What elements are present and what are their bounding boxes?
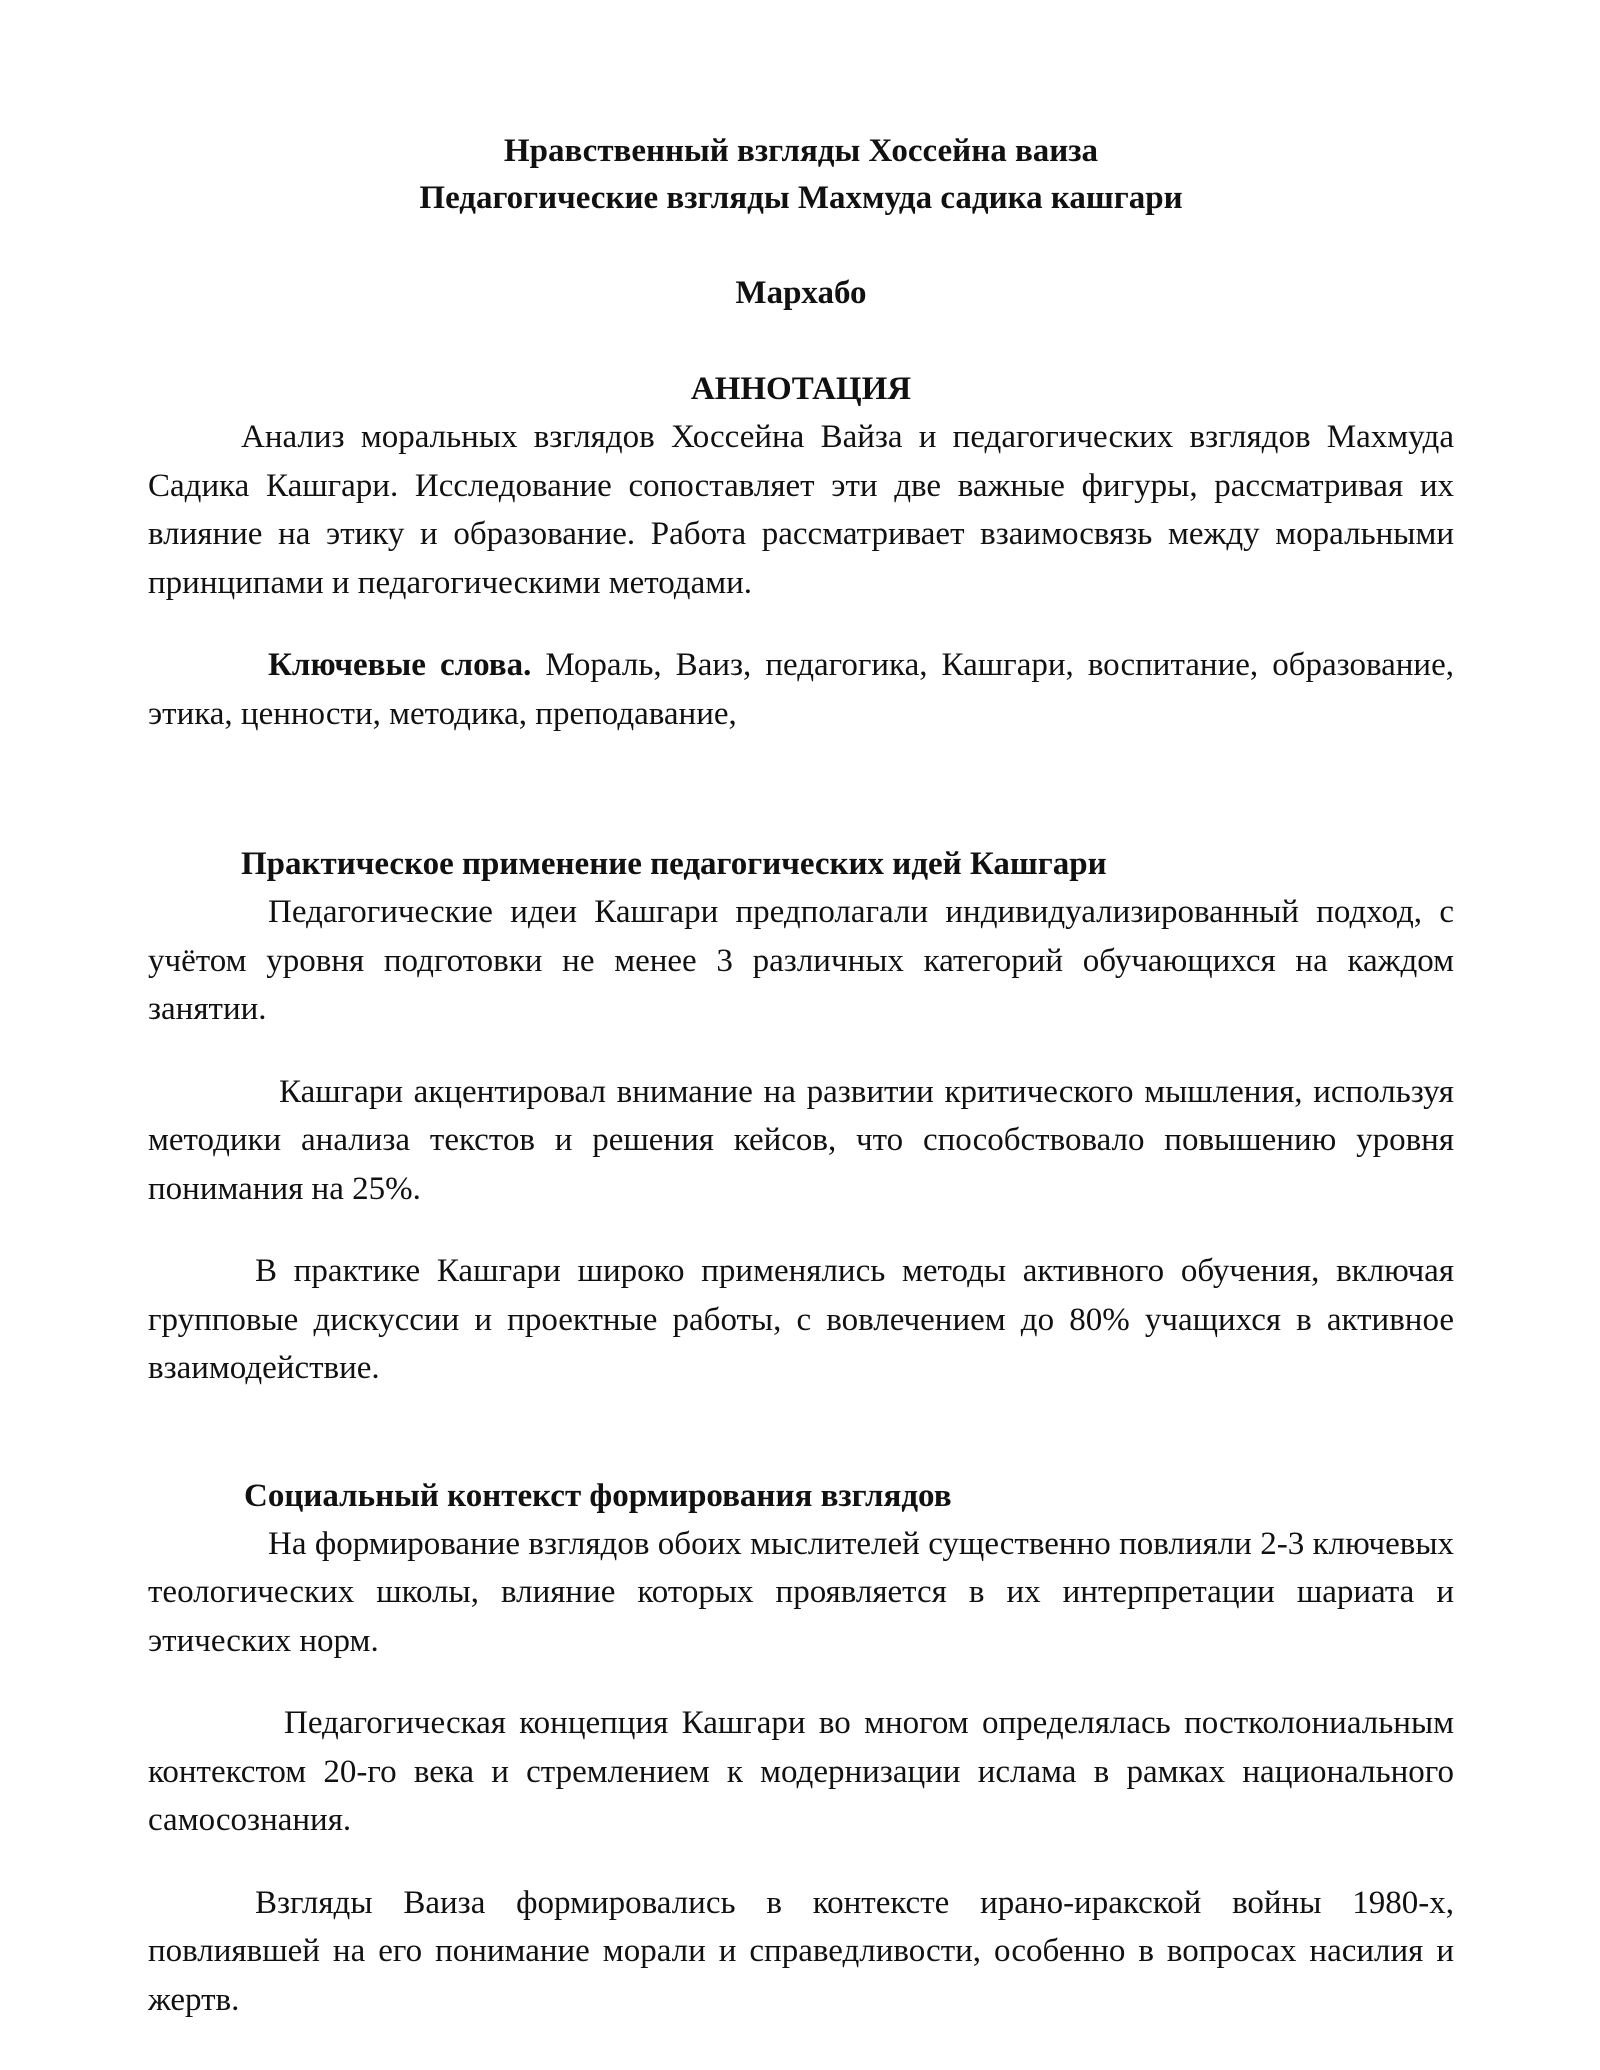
annotation-heading: АННОТАЦИЯ: [690, 371, 912, 407]
document-page: [148, 128, 1454, 2024]
keywords-list: Мораль, Ваиз, педагогика, Кашгари, воспитание, образование, этика, ценности, методика, преподавание,: [148, 647, 1454, 732]
section1-paragraph-1: Педагогические идеи Кашгари предполагали индивидуализированный подход, с учётом уровня подготовки не менее 3 различных категорий обучающихся на каждом занятии.: [148, 894, 1454, 1027]
keywords-paragraph: [148, 641, 1454, 738]
section2-paragraph-1: На формирование взглядов обоих мыслителей существенно повлияли 2-3 ключевых теологических школы, влияние которых проявляется в их интерпретации шариата и этических норм.: [148, 1525, 1454, 1659]
title-line-2: Педагогические взгляды Махмуда садика кашгари: [419, 180, 1183, 216]
keywords-label: Ключевые слова.: [268, 647, 532, 683]
section1-paragraph-2: Кашгари акцентировал внимание на развитии критического мышления, используя методики анализа текстов и решения кейсов, что способствовало повышению уровня понимания на 25%.: [148, 1073, 1454, 1207]
section-heading-practical: Практическое применение педагогических идей Кашгари: [241, 846, 1107, 882]
author-name: Мархабо: [735, 275, 867, 311]
annotation-text: Анализ моральных взглядов Хоссейна Вайза и педагогических взглядов Махмуда Садика Кашгари. Исследование сопоставляет эти две важные фигуры, рассматривая их влияние на этику и образование. Работа рассматривает взаимосвязь между моральными принципами и педагогическими методами.: [148, 419, 1454, 601]
section2-paragraph-3: Взгляды Ваиза формировались в контексте ирано-иракской войны 1980-х, повлиявшей на его понимание морали и справедливости, особенно в вопросах насилия и жертв.: [148, 1884, 1454, 2018]
section1-paragraph-3: В практике Кашгари широко применялись методы активного обучения, включая групповые дискуссии и проектные работы, с вовлечением до 80% учащихся в активное взаимодействие.: [148, 1253, 1454, 1386]
title-line-1: Нравственный взгляды Хоссейна ваиза: [503, 133, 1099, 169]
section2-paragraph-2: Педагогическая концепция Кашгари во многом определялась постколониальным контекстом 20-го века и стремлением к модернизации ислама в рамках национального самосознания.: [148, 1705, 1454, 1838]
document-title: [148, 128, 1454, 222]
section-heading-social: Социальный контекст формирования взглядов: [244, 1477, 952, 1514]
